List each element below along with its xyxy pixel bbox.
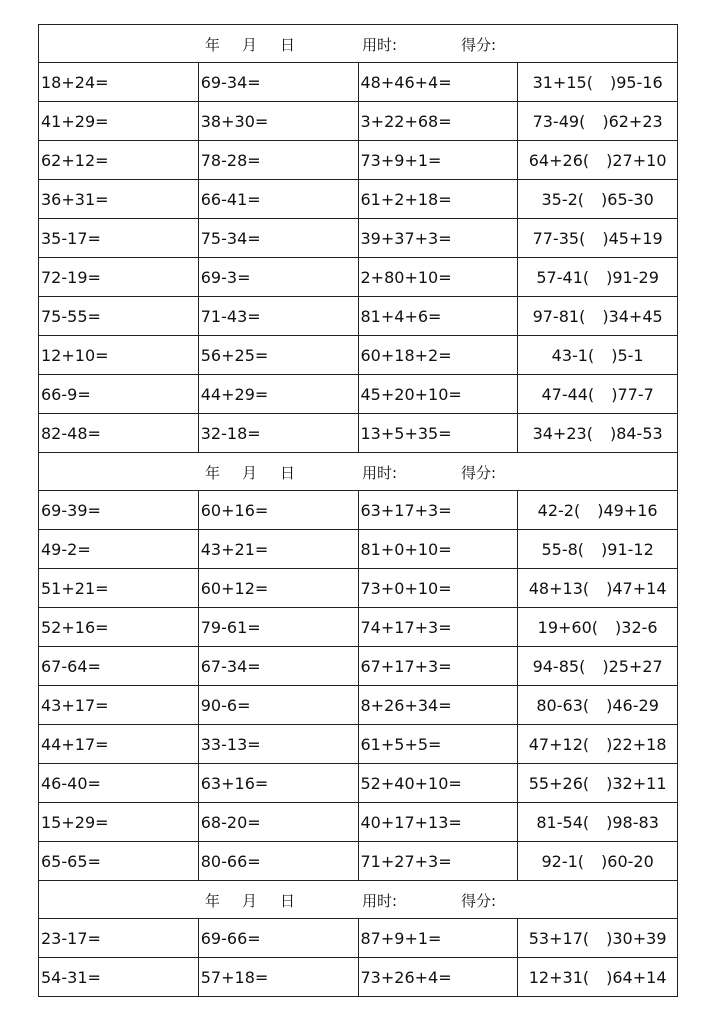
problem-cell: 71+27+3= [358, 842, 518, 881]
answer-blank-close-paren: ) [611, 345, 618, 365]
problem-cell: 66-9= [39, 375, 199, 414]
section-header-row [39, 881, 678, 919]
answer-blank-close-paren: ) [601, 189, 608, 209]
section-header-cell [39, 453, 678, 491]
compare-left-expression: 47+12 [528, 734, 583, 754]
header-score-label: 得分: [461, 892, 497, 910]
problem-cell: 52+40+10= [358, 764, 518, 803]
problem-cell: 61+2+18= [358, 180, 518, 219]
answer-blank-close-paren: ) [606, 695, 613, 715]
compare-cell [518, 258, 678, 297]
answer-blank-close-paren: ) [606, 773, 613, 793]
answer-blank-open-paren: ( [577, 851, 585, 871]
section-header-cell [39, 881, 678, 919]
answer-blank-close-paren: ) [606, 967, 613, 987]
compare-cell [518, 608, 678, 647]
answer-blank-close-paren: ) [609, 72, 617, 92]
compare-cell [518, 569, 678, 608]
problem-cell: 73+9+1= [358, 141, 518, 180]
problem-cell: 43+17= [39, 686, 199, 725]
problem-cell: 43+21= [198, 530, 358, 569]
problem-cell: 60+16= [198, 491, 358, 530]
compare-left-expression: 57-41 [536, 267, 583, 287]
header-score-label: 得分: [461, 36, 497, 54]
problem-cell: 45+20+10= [358, 375, 518, 414]
answer-blank-open-paren: ( [579, 228, 586, 248]
problem-row [39, 219, 678, 258]
problem-cell: 75-34= [198, 219, 358, 258]
section-header-cell [39, 25, 678, 63]
compare-left-expression: 42-2 [537, 500, 574, 520]
answer-blank-open-paren: ( [579, 656, 586, 676]
problem-cell: 2+80+10= [358, 258, 518, 297]
problem-cell: 49-2= [39, 530, 199, 569]
problem-row [39, 608, 678, 647]
problem-cell: 52+16= [39, 608, 199, 647]
problem-cell: 66-41= [198, 180, 358, 219]
answer-blank-open-paren: ( [582, 695, 590, 715]
problem-cell: 73+0+10= [358, 569, 518, 608]
compare-cell [518, 102, 678, 141]
worksheet-table [38, 24, 678, 997]
answer-blank-close-paren: ) [601, 851, 608, 871]
problem-cell: 63+17+3= [358, 491, 518, 530]
header-year-label: 年 [205, 464, 221, 482]
compare-cell [518, 958, 678, 997]
header-day-label: 日 [280, 36, 296, 54]
problem-row [39, 491, 678, 530]
problem-row [39, 414, 678, 453]
problem-cell: 33-13= [198, 725, 358, 764]
header-year-label: 年 [205, 892, 221, 910]
compare-left-expression: 53+17 [528, 928, 583, 948]
answer-blank-open-paren: ( [582, 967, 590, 987]
problem-cell: 67-64= [39, 647, 199, 686]
answer-blank-open-paren: ( [587, 345, 595, 365]
problem-cell: 57+18= [198, 958, 358, 997]
compare-left-expression: 35-2 [541, 189, 578, 209]
problem-cell: 90-6= [198, 686, 358, 725]
compare-left-expression: 92-1 [541, 851, 578, 871]
compare-cell [518, 686, 678, 725]
worksheet-body [39, 25, 678, 997]
problem-cell: 82-48= [39, 414, 199, 453]
compare-left-expression: 47-44 [541, 384, 588, 404]
compare-left-expression: 34+23 [532, 423, 587, 443]
compare-cell [518, 297, 678, 336]
problem-cell: 8+26+34= [358, 686, 518, 725]
answer-blank-open-paren: ( [586, 72, 593, 92]
compare-right-expression: 46-29 [612, 695, 659, 715]
compare-cell [518, 803, 678, 842]
header-day-label: 日 [280, 892, 296, 910]
problem-cell: 81+0+10= [358, 530, 518, 569]
compare-right-expression: 95-16 [616, 72, 663, 92]
compare-cell [518, 336, 678, 375]
compare-left-expression: 77-35 [532, 228, 580, 248]
header-year-label: 年 [205, 36, 221, 54]
problem-cell: 38+30= [198, 102, 358, 141]
compare-left-expression: 55+26 [528, 773, 583, 793]
compare-right-expression: 77-7 [617, 384, 654, 404]
answer-blank-close-paren: ) [606, 578, 613, 598]
problem-cell: 35-17= [39, 219, 199, 258]
compare-left-expression: 73-49 [532, 111, 580, 131]
problem-cell: 46-40= [39, 764, 199, 803]
problem-cell: 56+25= [198, 336, 358, 375]
problem-cell: 69-39= [39, 491, 199, 530]
compare-cell [518, 725, 678, 764]
problem-row [39, 958, 678, 997]
section-header-row [39, 453, 678, 491]
header-month-label: 月 [242, 892, 258, 910]
answer-blank-open-paren: ( [582, 928, 590, 948]
compare-left-expression: 12+31 [528, 967, 583, 987]
compare-left-expression: 97-81 [532, 306, 580, 326]
answer-blank-open-paren: ( [573, 500, 581, 520]
answer-blank-close-paren: ) [606, 928, 613, 948]
problem-cell: 60+12= [198, 569, 358, 608]
answer-blank-open-paren: ( [582, 812, 590, 832]
compare-cell [518, 491, 678, 530]
compare-cell [518, 764, 678, 803]
answer-blank-open-paren: ( [582, 578, 590, 598]
problem-cell: 62+12= [39, 141, 199, 180]
problem-cell: 44+17= [39, 725, 199, 764]
compare-right-expression: 32+11 [612, 773, 667, 793]
compare-right-expression: 91-29 [612, 267, 659, 287]
answer-blank-close-paren: ) [602, 111, 609, 131]
compare-right-expression: 98-83 [612, 812, 659, 832]
problem-cell: 68-20= [198, 803, 358, 842]
problem-row [39, 647, 678, 686]
problem-cell: 18+24= [39, 63, 199, 102]
header-day-label: 日 [280, 464, 296, 482]
problem-cell: 74+17+3= [358, 608, 518, 647]
header-time-used-label: 用时: [362, 36, 398, 54]
problem-cell: 73+26+4= [358, 958, 518, 997]
problem-cell: 69-3= [198, 258, 358, 297]
compare-right-expression: 62+23 [608, 111, 663, 131]
problem-row [39, 258, 678, 297]
answer-blank-open-paren: ( [591, 617, 599, 637]
compare-right-expression: 84-53 [616, 423, 663, 443]
problem-cell: 15+29= [39, 803, 199, 842]
problem-row [39, 336, 678, 375]
header-time-used-label: 用时: [362, 464, 398, 482]
problem-cell: 51+21= [39, 569, 199, 608]
compare-right-expression: 47+14 [612, 578, 667, 598]
problem-cell: 12+10= [39, 336, 199, 375]
answer-blank-open-paren: ( [577, 539, 585, 559]
compare-left-expression: 19+60 [537, 617, 592, 637]
problem-row [39, 297, 678, 336]
problem-row [39, 725, 678, 764]
compare-right-expression: 65-30 [607, 189, 654, 209]
problem-cell: 54-31= [39, 958, 199, 997]
problem-cell: 39+37+3= [358, 219, 518, 258]
compare-right-expression: 91-12 [607, 539, 654, 559]
compare-left-expression: 48+13 [528, 578, 583, 598]
answer-blank-close-paren: ) [606, 267, 613, 287]
answer-blank-close-paren: ) [601, 539, 608, 559]
section-header-row [39, 25, 678, 63]
header-month-label: 月 [242, 36, 258, 54]
answer-blank-close-paren: ) [611, 384, 618, 404]
problem-cell: 63+16= [198, 764, 358, 803]
problem-cell: 71-43= [198, 297, 358, 336]
compare-right-expression: 22+18 [612, 734, 667, 754]
compare-right-expression: 27+10 [612, 150, 667, 170]
problem-cell: 48+46+4= [358, 63, 518, 102]
answer-blank-open-paren: ( [582, 150, 590, 170]
compare-cell [518, 919, 678, 958]
problem-row [39, 375, 678, 414]
answer-blank-open-paren: ( [586, 423, 593, 443]
problem-cell: 78-28= [198, 141, 358, 180]
header-score-label: 得分: [461, 464, 497, 482]
problem-cell: 40+17+13= [358, 803, 518, 842]
problem-cell: 67+17+3= [358, 647, 518, 686]
problem-cell: 80-66= [198, 842, 358, 881]
compare-left-expression: 94-85 [532, 656, 580, 676]
problem-cell: 69-34= [198, 63, 358, 102]
problem-cell: 79-61= [198, 608, 358, 647]
header-time-used-label: 用时: [362, 892, 398, 910]
compare-right-expression: 64+14 [612, 967, 667, 987]
answer-blank-open-paren: ( [582, 267, 590, 287]
answer-blank-close-paren: ) [606, 734, 613, 754]
compare-cell [518, 141, 678, 180]
compare-cell [518, 647, 678, 686]
problem-cell: 36+31= [39, 180, 199, 219]
problem-cell: 75-55= [39, 297, 199, 336]
problem-cell: 41+29= [39, 102, 199, 141]
compare-right-expression: 32-6 [621, 617, 658, 637]
compare-left-expression: 64+26 [528, 150, 583, 170]
compare-left-expression: 43-1 [551, 345, 588, 365]
compare-cell [518, 63, 678, 102]
compare-left-expression: 80-63 [536, 695, 583, 715]
answer-blank-open-paren: ( [577, 189, 585, 209]
problem-cell: 3+22+68= [358, 102, 518, 141]
answer-blank-close-paren: ) [597, 500, 604, 520]
problem-cell: 72-19= [39, 258, 199, 297]
problem-cell: 60+18+2= [358, 336, 518, 375]
problem-row [39, 180, 678, 219]
compare-cell [518, 180, 678, 219]
compare-cell [518, 375, 678, 414]
problem-row [39, 141, 678, 180]
problem-cell: 61+5+5= [358, 725, 518, 764]
compare-right-expression: 25+27 [608, 656, 663, 676]
answer-blank-close-paren: ) [602, 656, 609, 676]
compare-right-expression: 5-1 [617, 345, 644, 365]
answer-blank-open-paren: ( [582, 773, 590, 793]
compare-left-expression: 31+15 [532, 72, 587, 92]
problem-row [39, 686, 678, 725]
answer-blank-close-paren: ) [615, 617, 622, 637]
compare-cell [518, 842, 678, 881]
answer-blank-open-paren: ( [579, 306, 586, 326]
compare-cell [518, 414, 678, 453]
problem-cell: 65-65= [39, 842, 199, 881]
answer-blank-close-paren: ) [602, 306, 609, 326]
answer-blank-close-paren: ) [602, 228, 609, 248]
answer-blank-close-paren: ) [606, 812, 613, 832]
compare-left-expression: 81-54 [536, 812, 583, 832]
problem-row [39, 63, 678, 102]
problem-row [39, 530, 678, 569]
compare-right-expression: 45+19 [608, 228, 663, 248]
problem-row [39, 102, 678, 141]
problem-cell: 87+9+1= [358, 919, 518, 958]
compare-right-expression: 60-20 [607, 851, 654, 871]
problem-row [39, 842, 678, 881]
problem-cell: 67-34= [198, 647, 358, 686]
compare-right-expression: 30+39 [612, 928, 667, 948]
compare-right-expression: 49+16 [603, 500, 658, 520]
problem-row [39, 764, 678, 803]
compare-cell [518, 219, 678, 258]
answer-blank-open-paren: ( [579, 111, 586, 131]
problem-cell: 32-18= [198, 414, 358, 453]
problem-row [39, 803, 678, 842]
problem-cell: 13+5+35= [358, 414, 518, 453]
problem-cell: 69-66= [198, 919, 358, 958]
compare-right-expression: 34+45 [608, 306, 663, 326]
answer-blank-open-paren: ( [587, 384, 595, 404]
compare-left-expression: 55-8 [541, 539, 578, 559]
problem-cell: 81+4+6= [358, 297, 518, 336]
problem-row [39, 919, 678, 958]
answer-blank-close-paren: ) [606, 150, 613, 170]
header-month-label: 月 [242, 464, 258, 482]
problem-cell: 23-17= [39, 919, 199, 958]
problem-cell: 44+29= [198, 375, 358, 414]
compare-cell [518, 530, 678, 569]
answer-blank-open-paren: ( [582, 734, 590, 754]
problem-row [39, 569, 678, 608]
answer-blank-close-paren: ) [609, 423, 617, 443]
